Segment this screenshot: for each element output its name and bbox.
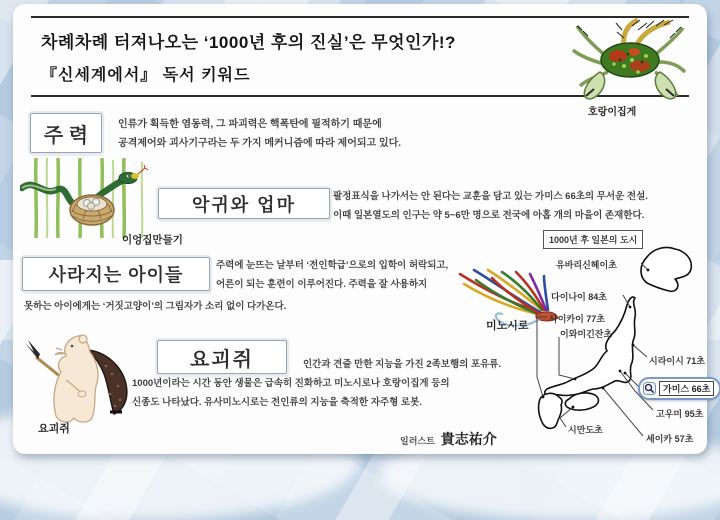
keyword-box-juryok: 주 력: [30, 113, 102, 153]
text-line: 주력에 눈뜨는 날부터 ‘전인학급’으로의 입학이 허락되고,: [216, 260, 449, 271]
text-line: 어른이 되는 훈련이 이루어진다. 주력을 잘 사용하지: [216, 279, 428, 290]
crab-drawing: [572, 16, 688, 106]
map-label-shimanto: 시만도초: [568, 425, 603, 435]
nest-caption: 이엉집만들기: [122, 234, 183, 246]
keyword-1-text: [118, 115, 401, 153]
credit-name: 貴志祐介: [440, 433, 497, 448]
monster-rat-drawing: [22, 330, 134, 424]
keyword-4-text-line1: 인간과 견줄 만한 지능을 가진 2족보행의 포유류.: [303, 359, 502, 370]
map-label-shiraishi: 시라이시 71초: [649, 356, 705, 366]
text-line: 인류가 획득한 염동력, 그 파괴력은 핵폭탄에 필적하기 때문에: [118, 119, 382, 130]
minoshiro-caption: 미노시로: [486, 320, 529, 332]
rat-caption: 요괴쥐: [38, 423, 70, 435]
snake-nest-illustration: [20, 158, 175, 238]
illustration-credit: [400, 429, 497, 449]
magnifier-icon: [643, 382, 656, 395]
map-label-kamisu: 가미스 66초: [659, 381, 714, 396]
credit-label: 일러스트: [400, 436, 435, 446]
crab-caption: 호랑이집게: [588, 107, 637, 118]
map-label-saikai: 사이카이 77초: [549, 314, 605, 324]
text-line: 공격제어와 괴사기구라는 두 가지 메커니즘에 따라 제어되고 있다.: [118, 138, 402, 149]
text-line: 팔정표식을 나가서는 안 된다는 교훈을 담고 있는 가미스 66초의 무서운 전설.: [333, 191, 648, 202]
text-line: 1000년이라는 시간 동안 생물은 급속히 진화하고 미노시로나 호랑이집게 등의: [132, 378, 450, 389]
map-label-yubari: 유바리신헤이초: [556, 260, 617, 270]
monster-rat-illustration: [22, 330, 134, 424]
map-label-koumi: 고우미 95초: [656, 409, 704, 419]
keyword-4-text: [132, 374, 450, 412]
keyword-2-text: [333, 187, 648, 225]
keyword-box-monster-rat: 요괴쥐: [157, 340, 287, 374]
map-label-seika: 세이카 57초: [646, 434, 694, 444]
keyword-3-text: [216, 256, 448, 294]
kamisu-highlight-pill[interactable]: [638, 377, 720, 400]
map-label-dainai: 다이나이 84초: [551, 292, 607, 302]
tiger-hermit-crab-illustration: [572, 16, 688, 106]
map-title: 1000년 후 일본의 도시: [543, 230, 643, 249]
page-title: 차례차례 터져나오는 ‘1000년 후의 진실’은 무엇인가!?: [41, 33, 456, 52]
text-line: 신종도 나타났다. 유사미노시로는 전인류의 지능을 축적한 자주형 로봇.: [132, 397, 422, 408]
keyword-3-text-continued: 못하는 아이에게는 ‘거짓고양이’의 그림자가 소리 없이 다가온다.: [24, 301, 287, 312]
text-line: 이때 일본열도의 인구는 약 5~6만 명으로 전국에 아홉 개의 마을이 존재한다.: [333, 210, 645, 221]
page-subtitle: 『신세계에서』 독서 키워드: [41, 67, 251, 84]
snake-drawing: [20, 158, 175, 238]
keyword-box-akgwi: 악귀와 업마: [158, 188, 330, 219]
keyword-box-children: 사라지는 아이들: [22, 257, 210, 291]
map-label-iwami: 이와미긴잔초: [560, 329, 613, 339]
